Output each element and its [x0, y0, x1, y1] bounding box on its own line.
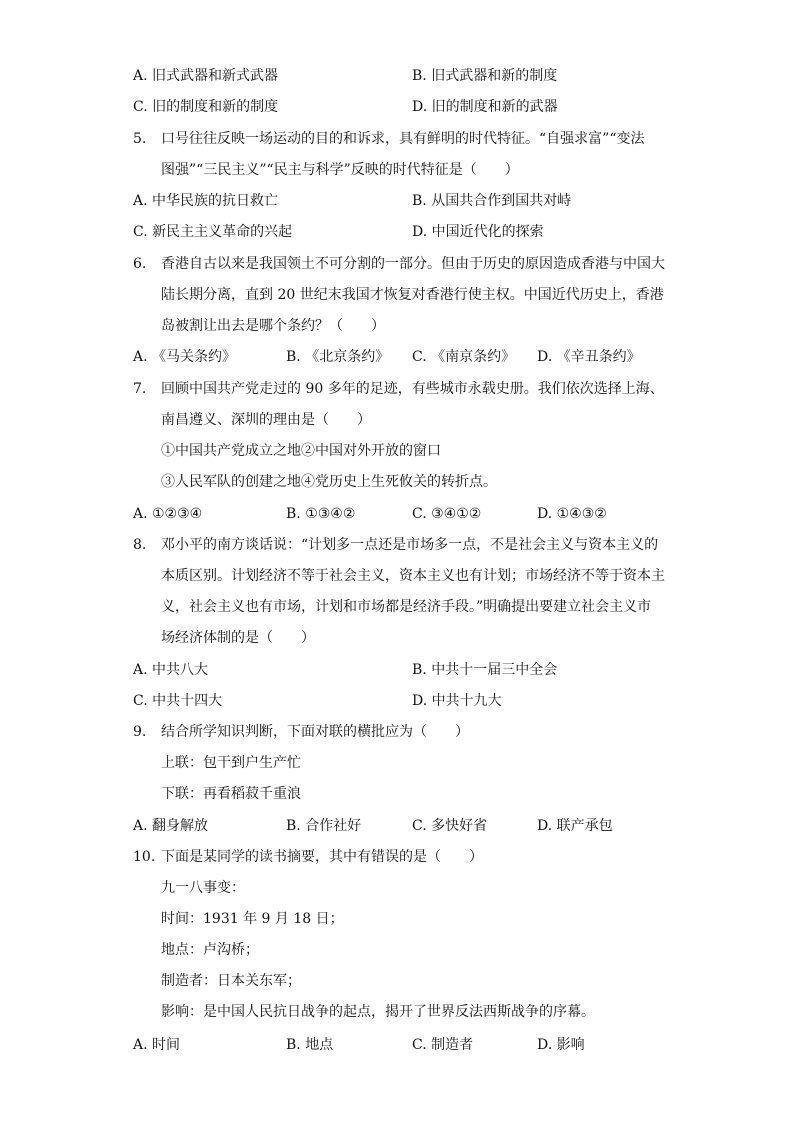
q10-stem-line: 制造者：日本关东军； [161, 973, 301, 989]
q9-stem-line: 上联：包干到户生产忙 [161, 755, 301, 771]
q10-stem-line: 下面是某同学的读书摘要，其中有错误的是（ ） [161, 849, 483, 865]
q6-number: 6. [133, 256, 147, 272]
q8-option-a[interactable]: A. 中共八大 [133, 662, 209, 678]
q8-number: 8. [133, 537, 147, 553]
q8-option-b[interactable]: B. 中共十一届三中全会 [412, 662, 558, 678]
q7-stem-line: 回顾中国共产党走过的 90 多年的足迹，有些城市永载史册。我们依次选择上海、 [161, 381, 664, 397]
q7-option-b[interactable]: B. ①③④② [286, 506, 356, 522]
q6-stem-line: 香港自古以来是我国领土不可分割的一部分。但由于历史的原因造成香港与中国大 [161, 256, 665, 272]
q7-option-c[interactable]: C. ③④①② [412, 506, 482, 522]
q6-option-b[interactable]: B. 《北京条约》 [286, 349, 390, 365]
q8-option-d[interactable]: D. 中共十九大 [412, 693, 502, 709]
q4-option-d[interactable]: D. 旧的制度和新的武器 [412, 99, 558, 115]
q9-option-a[interactable]: A. 翻身解放 [133, 818, 209, 834]
q10-option-d[interactable]: D. 影响 [537, 1037, 585, 1053]
q10-stem-line: 地点：卢沟桥； [161, 942, 259, 958]
q10-stem-line: 九一八事变： [161, 880, 245, 896]
q9-option-b[interactable]: B. 合作社好 [286, 818, 362, 834]
q7-number: 7. [133, 381, 147, 397]
q5-option-b[interactable]: B. 从国共合作到国共对峙 [412, 193, 572, 209]
q6-option-a[interactable]: A. 《马关条约》 [133, 349, 237, 365]
q4-option-b[interactable]: B. 旧式武器和新的制度 [412, 68, 558, 84]
q5-option-c[interactable]: C. 新民主主义革命的兴起 [133, 224, 293, 240]
q7-stem-line: 南昌遵义、深圳的理由是（ ） [161, 412, 371, 428]
q6-stem-line: 岛被割让出去是哪个条约？（ ） [161, 318, 385, 334]
q8-option-c[interactable]: C. 中共十四大 [133, 693, 223, 709]
q9-stem-line: 下联：再看稻菽千重浪 [161, 786, 301, 802]
q6-stem-line: 陆长期分离，直到 20 世纪末我国才恢复对香港行使主权。中国近代历史上，香港 [161, 287, 664, 303]
q4-option-c[interactable]: C. 旧的制度和新的制度 [133, 99, 279, 115]
q7-option-a[interactable]: A. ①②③④ [133, 506, 203, 522]
q4-option-a[interactable]: A. 旧式武器和新式武器 [133, 68, 279, 84]
q5-option-a[interactable]: A. 中华民族的抗日救亡 [133, 193, 279, 209]
q10-option-b[interactable]: B. 地点 [286, 1037, 334, 1053]
q9-option-c[interactable]: C. 多快好省 [412, 818, 488, 834]
q5-number: 5. [133, 131, 147, 147]
q7-stem-line: ①中国共产党成立之地②中国对外开放的窗口 [161, 443, 441, 459]
q8-stem-line: 本质区别。计划经济不等于社会主义，资本主义也有计划；市场经济不等于资本主 [161, 568, 665, 584]
q5-stem-line: 图强”“三民主义”“民主与科学”反映的时代特征是（ ） [161, 162, 519, 178]
q8-stem-line: 场经济体制的是（ ） [161, 630, 315, 646]
q6-option-d[interactable]: D. 《辛丑条约》 [537, 349, 641, 365]
q10-stem-line: 影响：是中国人民抗日战争的起点，揭开了世界反法西斯战争的序幕。 [161, 1004, 595, 1020]
q10-option-c[interactable]: C. 制造者 [412, 1037, 474, 1053]
q8-stem-line: 义，社会主义也有市场，计划和市场都是经济手段。”明确提出要建立社会主义市 [161, 599, 652, 615]
q8-stem-line: 邓小平的南方谈话说：“计划多一点还是市场多一点，不是社会主义与资本主义的 [161, 537, 659, 553]
q10-option-a[interactable]: A. 时间 [133, 1037, 181, 1053]
q5-stem-line: 口号往往反映一场运动的目的和诉求，具有鲜明的时代特征。“自强求富”“变法 [161, 131, 645, 147]
q7-stem-line: ③人民军队的创建之地④党历史上生死攸关的转折点。 [161, 474, 497, 490]
q9-option-d[interactable]: D. 联产承包 [537, 818, 613, 834]
q10-number: 10. [133, 849, 156, 865]
q10-stem-line: 时间：1931 年 9 月 18 日； [161, 911, 344, 927]
q5-option-d[interactable]: D. 中国近代化的探索 [412, 224, 544, 240]
q9-stem-line: 结合所学知识判断，下面对联的横批应为（ ） [161, 724, 469, 740]
q7-option-d[interactable]: D. ①④③② [537, 506, 607, 522]
q9-number: 9. [133, 724, 147, 740]
q6-option-c[interactable]: C. 《南京条约》 [412, 349, 516, 365]
